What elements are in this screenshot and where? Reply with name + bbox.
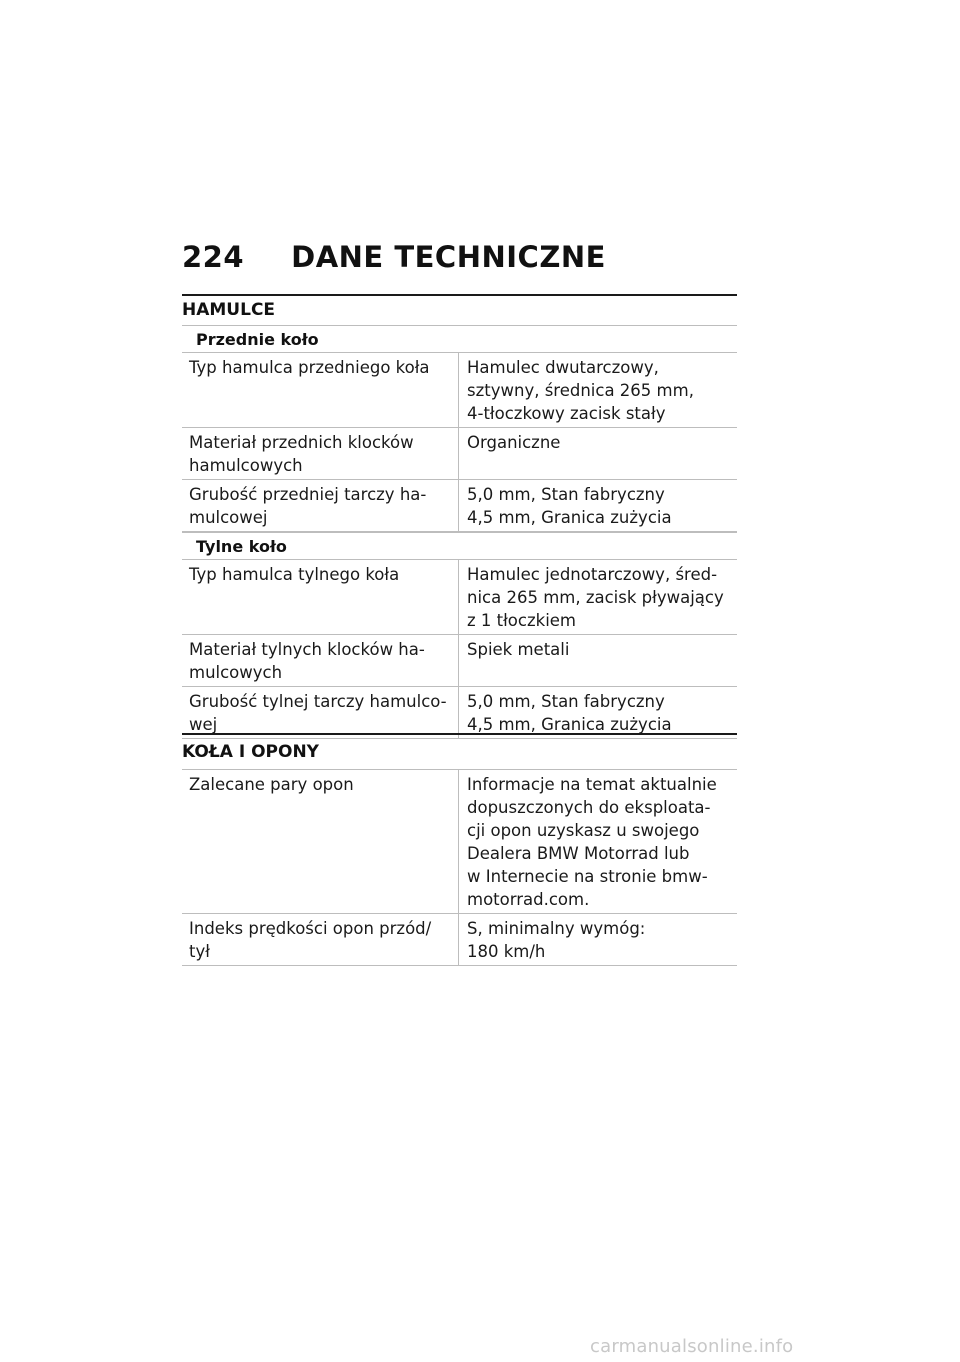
page-title: DANE TECHNICZNE <box>291 240 606 274</box>
spec-table-tyres <box>182 769 737 966</box>
table-row <box>182 634 737 686</box>
subhead-rear-wheel: Tylne koło <box>182 532 737 559</box>
section-title-kola: KOŁA I OPONY <box>182 742 319 762</box>
page-number: 224 <box>182 240 245 274</box>
spec-value: Hamulec jednotarczowy, śred- nica 265 mm, zacisk pływający z 1 tłoczkiem <box>458 560 737 634</box>
spec-value: Spiek metali <box>458 635 737 686</box>
spec-label: Typ hamulca przedniego koła <box>189 358 430 377</box>
spec-table-rear <box>182 559 737 739</box>
watermark: carmanualsonline.info <box>590 1336 794 1357</box>
spec-label: Typ hamulca tylnego koła <box>189 565 400 584</box>
spec-label: Grubość przedniej tarczy ha- mulcowej <box>189 485 427 527</box>
section-kola-opony <box>182 733 737 966</box>
spec-value: 5,0 mm, Stan fabryczny 4,5 mm, Granica zużycia <box>458 687 737 738</box>
subhead-front-wheel: Przednie koło <box>182 325 737 352</box>
spec-label: Indeks prędkości opon przód/ tył <box>189 919 432 961</box>
spec-value: Organiczne <box>458 428 737 479</box>
table-row <box>182 686 737 739</box>
table-row <box>182 913 737 966</box>
spec-value: Hamulec dwutarczowy, sztywny, średnica 265 mm, 4-tłoczkowy zacisk stały <box>458 353 737 427</box>
spec-value: S, minimalny wymóg: 180 km/h <box>458 914 737 965</box>
spec-value: 5,0 mm, Stan fabryczny 4,5 mm, Granica zużycia <box>458 480 737 531</box>
spec-table-front <box>182 352 737 532</box>
spec-value: Informacje na temat aktualnie dopuszczonych do eksploata- cji opon uzyskasz u swojego Dealera BMW Motorrad lub w Internecie na stronie bmw- motorrad.com. <box>458 770 737 913</box>
page-header <box>182 240 606 274</box>
table-row <box>182 769 737 913</box>
table-row <box>182 427 737 479</box>
spec-label: Materiał tylnych klocków ha- mulcowych <box>189 640 425 682</box>
section-title-hamulce: HAMULCE <box>182 300 276 320</box>
section-hamulce <box>182 294 737 739</box>
spec-label: Grubość tylnej tarczy hamulco- wej <box>189 692 447 734</box>
spec-label: Materiał przednich klocków hamulcowych <box>189 433 414 475</box>
table-row <box>182 479 737 532</box>
spec-label: Zalecane pary opon <box>189 775 354 794</box>
table-row <box>182 559 737 634</box>
table-row <box>182 352 737 427</box>
